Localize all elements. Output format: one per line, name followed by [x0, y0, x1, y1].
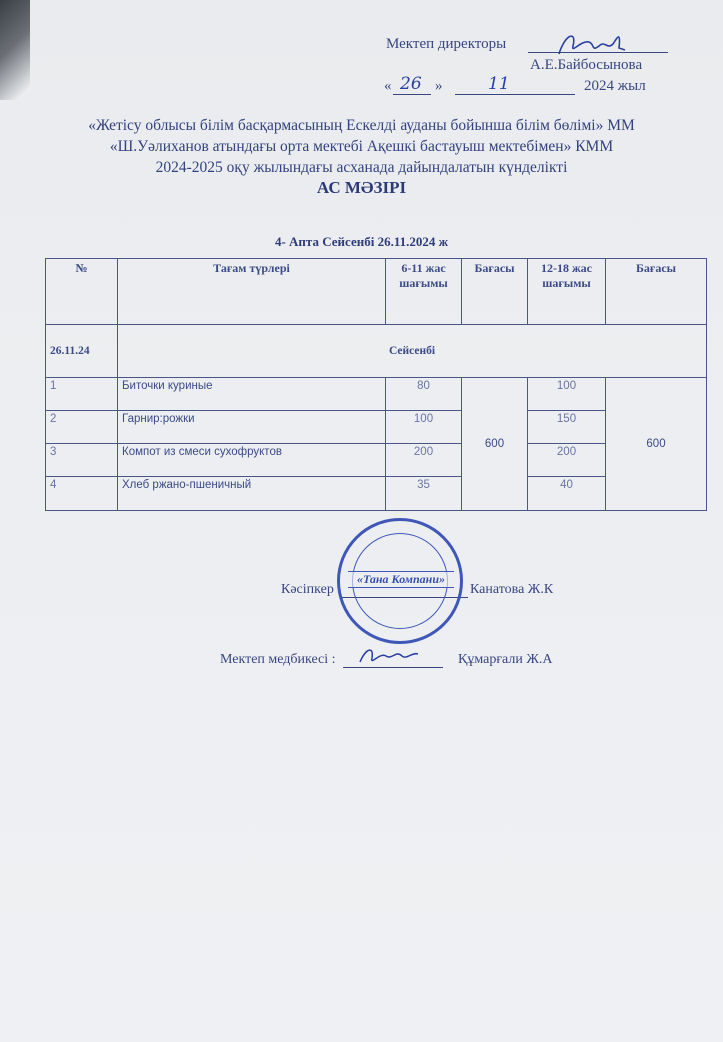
- row-num: 3: [46, 444, 118, 477]
- header-line-1: «Жетісу облысы білім басқармасының Ескелді ауданы бойынша білім бөлімі» ММ: [88, 117, 635, 134]
- page-corner-shadow: [0, 0, 30, 100]
- nurse-name: Құмарғали Ж.А: [458, 652, 553, 667]
- date-cell: 26.11.24: [46, 325, 118, 378]
- row-dish: Компот из смеси сухофруктов: [118, 444, 386, 477]
- header-price-1: Бағасы: [462, 259, 528, 325]
- header-num: №: [46, 259, 118, 325]
- header-dish: Тағам түрлері: [118, 259, 386, 325]
- menu-table: [45, 258, 707, 511]
- date-year: 2024 жыл: [584, 78, 646, 94]
- table-header-row: [46, 259, 707, 325]
- row-num: 2: [46, 411, 118, 444]
- date-row: [46, 325, 707, 378]
- row-qty-12-18: 150: [528, 411, 606, 444]
- row-qty-6-11: 200: [386, 444, 462, 477]
- date-month: 11: [488, 74, 510, 94]
- row-num: 4: [46, 477, 118, 511]
- director-label: Мектеп директоры: [386, 36, 507, 52]
- entrepreneur-label: Кәсіпкер: [281, 582, 334, 597]
- month-line: [455, 94, 575, 95]
- nurse-label: Мектеп медбикесі :: [220, 652, 336, 667]
- company-stamp: [337, 518, 463, 644]
- price-6-11-cell: 600: [462, 378, 528, 511]
- row-dish: Биточки куриные: [118, 378, 386, 411]
- table-row: [46, 378, 707, 411]
- menu-title: АС МӘЗІРІ: [316, 178, 407, 197]
- row-qty-6-11: 35: [386, 477, 462, 511]
- row-qty-12-18: 100: [528, 378, 606, 411]
- day-name-cell: Сейсенбі: [118, 325, 707, 378]
- header-age-12-18: 12-18 жас шағымы: [528, 259, 606, 325]
- row-qty-12-18: 40: [528, 477, 606, 511]
- row-dish: Гарнир:рожки: [118, 411, 386, 444]
- header-price-2: Бағасы: [606, 259, 707, 325]
- date-quote-close: »: [435, 78, 443, 94]
- day-line: [393, 94, 431, 95]
- row-qty-6-11: 100: [386, 411, 462, 444]
- date-quote-open: «: [384, 78, 392, 94]
- header-line-2: «Ш.Уәлиханов атындағы орта мектебі Ақешкі бастауыш мектебімен» КММ: [109, 138, 614, 155]
- row-dish: Хлеб ржано-пшеничный: [118, 477, 386, 511]
- nurse-signature: [358, 642, 422, 673]
- row-num: 1: [46, 378, 118, 411]
- row-qty-6-11: 80: [386, 378, 462, 411]
- row-qty-12-18: 200: [528, 444, 606, 477]
- header-age-6-11: 6-11 жас шағымы: [386, 259, 462, 325]
- entrepreneur-name: Канатова Ж.К: [470, 582, 554, 597]
- director-name: А.Е.Байбосынова: [530, 57, 643, 73]
- price-12-18-cell: 600: [606, 378, 707, 511]
- date-day: 26: [400, 74, 422, 94]
- stamp-company-name: «Тана Компани»: [348, 571, 454, 588]
- week-date-line: 4- Апта Сейсенбі 26.11.2024 ж: [274, 234, 449, 249]
- header-line-3: 2024-2025 оқу жылындағы асханада дайындалатын күнделікті: [155, 159, 568, 176]
